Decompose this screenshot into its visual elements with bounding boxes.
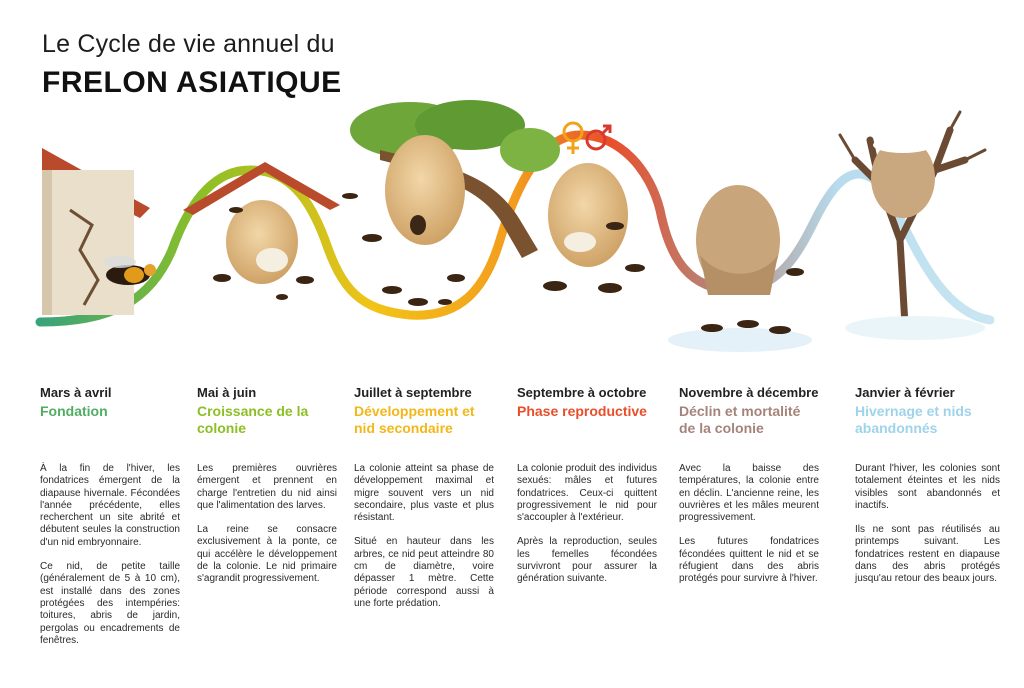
stage-hivernage <box>855 384 1000 598</box>
lifecycle-illustration <box>0 90 1024 380</box>
stage-period: Septembre à octobre <box>517 385 647 400</box>
stage-paragraph: Les futures fondatrices fécondées quittent le nid et se réfugient dans des abris protégés pour survivre à l'hiver. <box>679 536 819 585</box>
stage-paragraph: Avec la baisse des températures, la colonie entre en déclin. L'ancienne reine, les ouvrières et les mâles meurent progressivement. <box>679 463 819 524</box>
stage-description <box>197 463 337 586</box>
stage-phase: Développement et nid secondaire <box>354 403 475 436</box>
stage-phase: Croissance de la colonie <box>197 403 309 436</box>
stage-reproductive <box>517 384 657 598</box>
stage-paragraph: Après la reproduction, seules les femelles fécondées survivront pour assurer la génération suivante. <box>517 536 657 585</box>
stage-declin <box>679 384 819 598</box>
snow-mound-illustration <box>845 316 985 340</box>
stage-period: Novembre à décembre <box>679 385 819 400</box>
declining-nest-icon <box>696 185 780 295</box>
stage-phase: Phase reproductive <box>517 403 647 419</box>
stage-paragraph: Les premières ouvrières émergent et prennent en charge l'entretien du nid ainsi que l'alimentation des larves. <box>197 463 337 511</box>
stage-paragraph: La colonie atteint sa phase de développement maximal et migre souvent vers un nid secondaire, plus vaste et plus résistant. <box>354 463 494 524</box>
title-line-2: FRELON ASIATIQUE <box>42 66 342 99</box>
stage-phase: Hivernage et nids abandonnés <box>855 403 972 436</box>
stage-phase: Fondation <box>40 403 108 419</box>
stage-croissance <box>197 384 337 598</box>
stage-paragraph: À la fin de l'hiver, les fondatrices émergent de la diapause hivernale. Fécondées l'année précédente, elles recherchent un site abrité et débutent seules la construction d'un nid embryonnaire. <box>40 463 180 548</box>
stage-description <box>40 463 180 647</box>
stage-period: Mai à juin <box>197 385 257 400</box>
stage-paragraph: Ils ne sont pas réutilisés au printemps suivant. Les fondatrices restent en diapause dans des abris protégés jusqu'au retour des beaux jours. <box>855 524 1000 585</box>
stage-paragraph: Durant l'hiver, les colonies sont totalement éteintes et les nids visibles sont abandonnés et inactifs. <box>855 463 1000 511</box>
stage-fondation <box>40 384 180 659</box>
stage-developpement <box>354 384 494 622</box>
stage-paragraph: La reine se consacre exclusivement à la ponte, ce qui accélère le développement de la colonie. Le nid primaire s'agrandit progressivement. <box>197 524 337 585</box>
stage-paragraph: Ce nid, de petite taille (généralement de 5 à 10 cm), est installé dans des zones protégées des intempéries: toitures, abris de jardin, pergolas ou encadrements de fenêtres. <box>40 561 180 646</box>
stage-period: Juillet à septembre <box>354 385 472 400</box>
stage-description <box>517 463 657 586</box>
stage-description <box>679 463 819 586</box>
secondary-nest-icon <box>385 135 465 245</box>
stage-paragraph: Situé en hauteur dans les arbres, ce nid peut atteindre 80 cm de diamètre, voire dépasser 1 mètre. Cette période correspond aussi à une forte prédation. <box>354 536 494 609</box>
stage-description <box>855 463 1000 586</box>
stage-paragraph: La colonie produit des individus sexués: mâles et futures fondatrices. Ceux-ci quittent progressivement le nid pour s'accoupler à l'extérieur. <box>517 463 657 524</box>
reproductive-nest-icon <box>548 163 628 267</box>
snow-ground-illustration <box>668 328 812 352</box>
stage-description <box>354 463 494 610</box>
stage-phase: Déclin et mortalité de la colonie <box>679 403 801 436</box>
abandoned-nest-icon <box>871 137 935 218</box>
house-wall-illustration <box>42 148 150 315</box>
title-line-1: Le Cycle de vie annuel du <box>42 30 335 58</box>
stage-period: Janvier à février <box>855 385 955 400</box>
stage-period: Mars à avril <box>40 385 112 400</box>
